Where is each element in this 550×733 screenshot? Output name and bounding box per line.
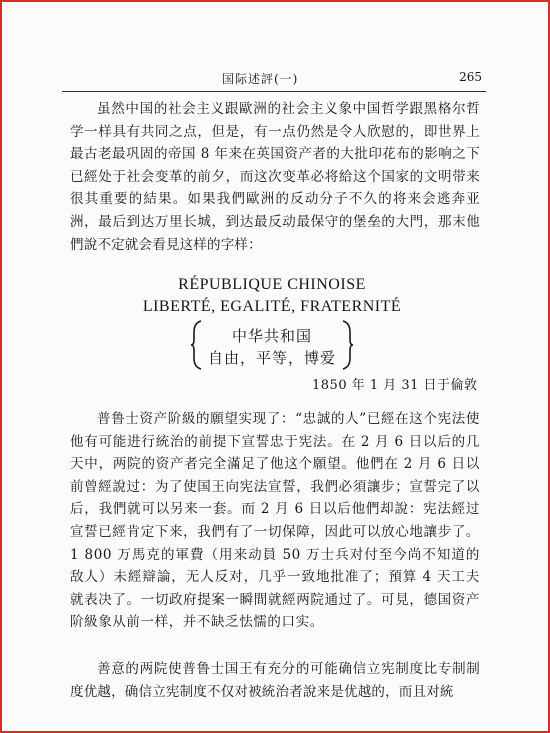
chinese-inscription-line-1: 中华共和国	[231, 327, 312, 345]
paragraph-3: 善意的两院使普鲁士国王有充分的可能确信立宪制度比专制制度优越，确信立宪制度不仅对被統治者說来是优越的，而且对統	[70, 661, 480, 700]
left-brace-icon	[190, 320, 204, 370]
paragraph-2: 普鲁士资产阶級的願望实现了：“忠誠的人”已經在这个宪法使他有可能进行統治的前提下宣誓忠于宪法。在 2 月 6 日以后的几天中，两院的资产者完全滿足了他这个願望。他們在 2 月 6 日以前曾經說过：为了使国王向宪法宣誓，我們必須讓步；宣誓完了以后，我們就可以另来一套。而 2 月 6 日以后他們却說：宪法經过宣誓已經肯定下来，我們有了一切保障，因此可以放心地讓步了。1 800 万馬克的軍費（用来动員 50 万士兵对付至今尚不知道的敌人）未經辯論，无人反对，几乎一致地批准了；預算 4 天工夫就表决了。一切政府提案一瞬間就經两院通过了。可見，德国资产阶級象从前一样，并不缺乏怯懦的口实。	[70, 411, 480, 631]
running-header	[62, 70, 482, 88]
paragraph-1: 虽然中国的社会主义跟歐洲的社会主义象中国哲学跟黑格尔哲学一样具有共同之点，但是，有一点仍然是令人欣慰的，即世界上最古老最巩固的帝国 8 年来在英国资产者的大批印花布的影响之下已經处于社会变革的前夕，而这次变革必将給这个国家的文明带来很其重要的結果。如果我們歐洲的反动分子不久的将来会逃奔亚洲，最后到达万里长城，到达最反动最保守的堡垒的大門，那末他們說不定就会看見这样的字样：	[70, 101, 480, 253]
french-inscription-line-1: RÉPUBLIQUE CHINOISE	[178, 276, 366, 293]
running-title: 国际述評(一)	[222, 72, 299, 86]
dateline: 1850 年 1 月 31 日于倫敦	[312, 378, 478, 393]
right-brace-icon	[340, 320, 354, 370]
french-inscription-line-2: LIBERTÉ, EGALITÉ, FRATERNITÉ	[142, 298, 402, 315]
chinese-inscription-line-2: 自由，平等，博爱	[207, 349, 336, 367]
page-number: 265	[459, 70, 482, 84]
header-rule	[62, 91, 486, 92]
